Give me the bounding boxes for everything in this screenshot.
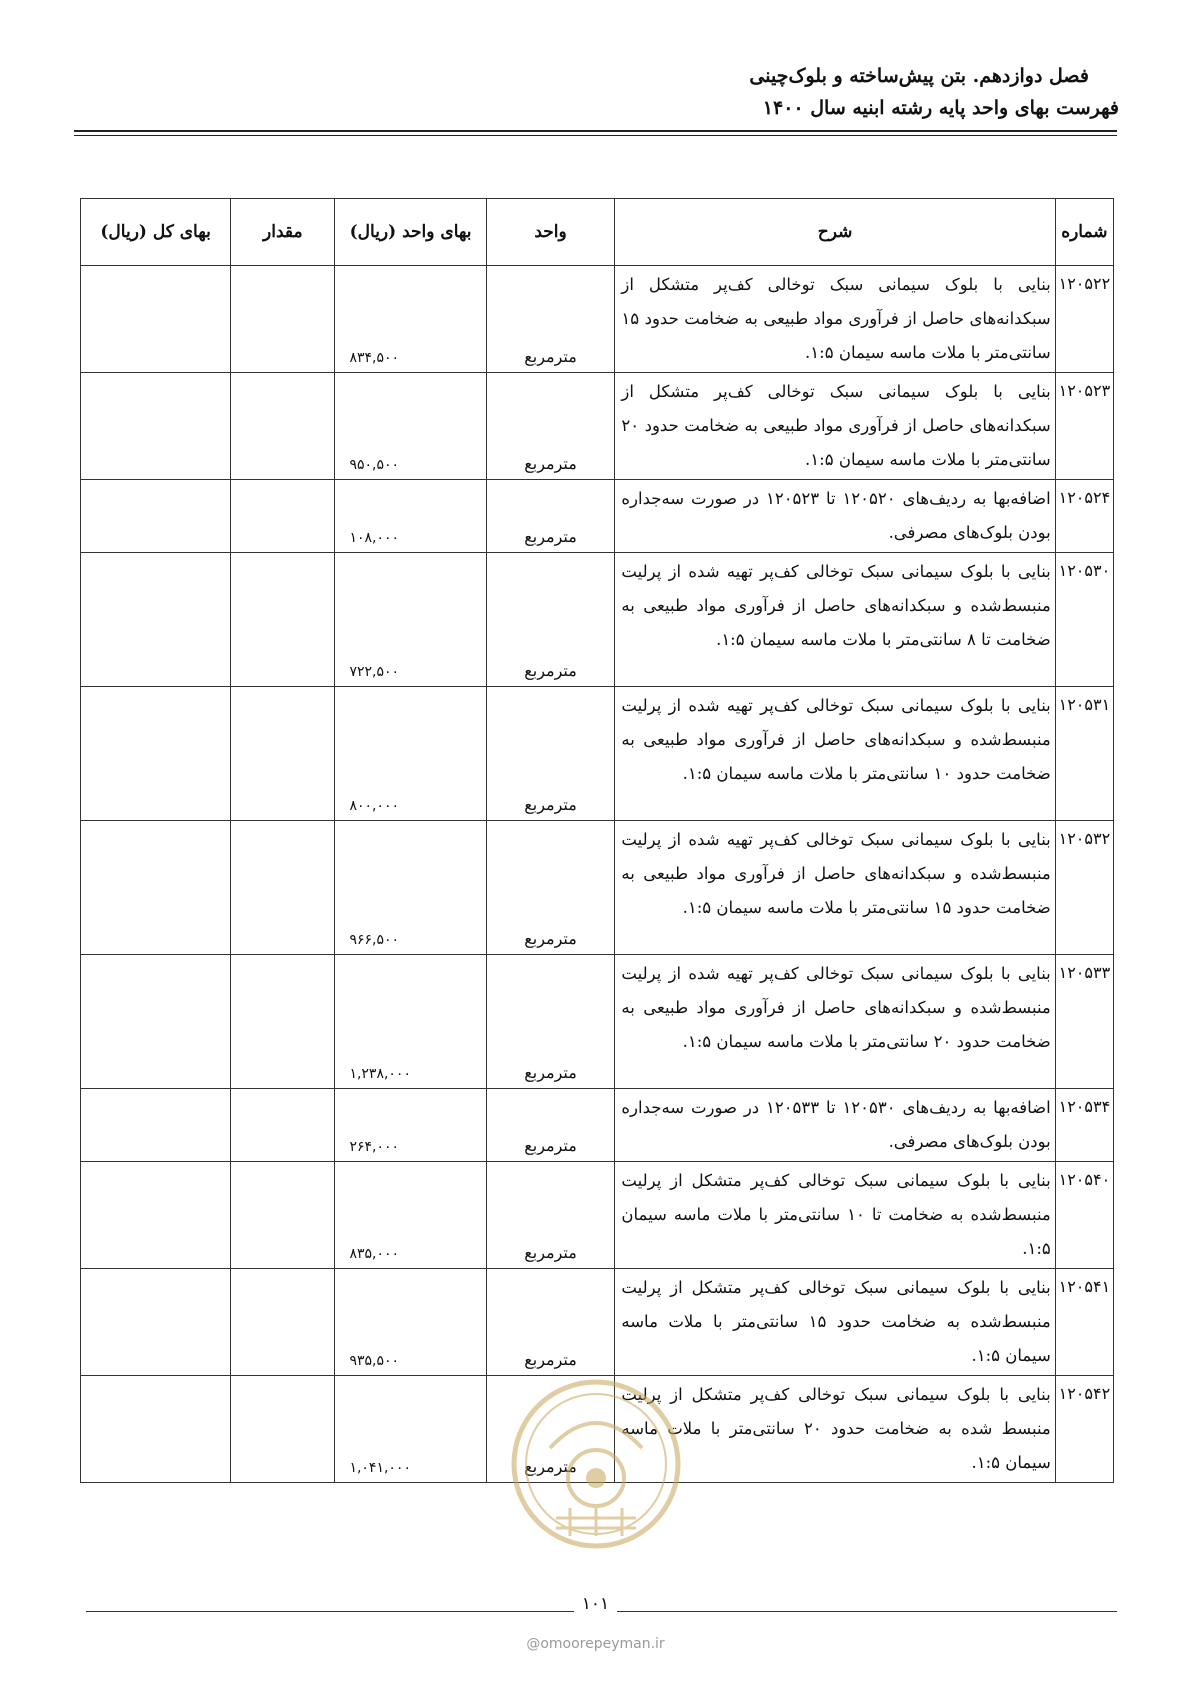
item-quantity bbox=[231, 373, 335, 480]
item-unit: مترمربع bbox=[486, 687, 615, 821]
item-description: بنایی با بلوک سیمانی سبک توخالی کف‌پر متشکل از سبکدانه‌های حاصل از فرآوری مواد طبیعی به ضخامت حدود ۲۰ سانتی‌متر با ملات ماسه سیمان ۱:۵. bbox=[615, 373, 1055, 480]
chapter-title: فصل دوازدهم. بتن پیش‌ساخته و بلوک‌چینی bbox=[749, 65, 1089, 87]
item-description: بنایی با بلوک سیمانی سبک توخالی کف‌پر تهیه شده از پرلیت منبسط‌شده و سبکدانه‌های حاصل از فرآوری مواد طبیعی به ضخامت حدود ۱۰ سانتی‌متر با ملات ماسه سیمان ۱:۵. bbox=[615, 687, 1055, 821]
item-number: ۱۲۰۵۳۲ bbox=[1055, 821, 1113, 955]
item-unit-price: ۲۶۴,۰۰۰ bbox=[335, 1089, 486, 1162]
item-number: ۱۲۰۵۳۰ bbox=[1055, 553, 1113, 687]
item-total-price bbox=[81, 373, 231, 480]
item-number: ۱۲۰۵۴۰ bbox=[1055, 1162, 1113, 1269]
item-unit: مترمربع bbox=[486, 955, 615, 1089]
col-unit-price: بهای واحد (ریال) bbox=[335, 199, 486, 266]
page-number: ۱۰۱ bbox=[574, 1594, 617, 1614]
price-list-title: فهرست بهای واحد پایه رشته ابنیه سال ۱۴۰۰ bbox=[762, 97, 1119, 119]
item-unit: مترمربع bbox=[486, 266, 615, 373]
item-description: بنایی با بلوک سیمانی سبک توخالی کف‌پر متشکل از پرلیت منبسط‌شده به ضخامت تا ۱۰ سانتی‌متر با ملات ماسه سیمان ۱:۵. bbox=[615, 1162, 1055, 1269]
item-total-price bbox=[81, 1269, 231, 1376]
item-unit-price: ۸۰۰,۰۰۰ bbox=[335, 687, 486, 821]
item-description: اضافه‌بها به ردیف‌های ۱۲۰۵۳۰ تا ۱۲۰۵۳۳ در صورت سه‌جداره بودن بلوک‌های مصرفی. bbox=[615, 1089, 1055, 1162]
item-unit-price: ۱,۲۳۸,۰۰۰ bbox=[335, 955, 486, 1089]
item-number: ۱۲۰۵۴۲ bbox=[1055, 1376, 1113, 1483]
item-total-price bbox=[81, 266, 231, 373]
item-quantity bbox=[231, 1162, 335, 1269]
item-quantity bbox=[231, 1376, 335, 1483]
watermark-handle: @omoorepeyman.ir bbox=[526, 1636, 665, 1652]
item-unit: مترمربع bbox=[486, 373, 615, 480]
item-unit: مترمربع bbox=[486, 1376, 615, 1483]
item-total-price bbox=[81, 480, 231, 553]
item-number: ۱۲۰۵۳۱ bbox=[1055, 687, 1113, 821]
item-unit: مترمربع bbox=[486, 821, 615, 955]
item-description: بنایی با بلوک سیمانی سبک توخالی کف‌پر تهیه شده از پرلیت منبسط‌شده و سبکدانه‌های حاصل از فرآوری مواد طبیعی به ضخامت حدود ۲۰ سانتی‌متر با ملات ماسه سیمان ۱:۵. bbox=[615, 955, 1055, 1089]
col-quantity: مقدار bbox=[231, 199, 335, 266]
item-total-price bbox=[81, 687, 231, 821]
item-unit-price: ۷۲۲,۵۰۰ bbox=[335, 553, 486, 687]
table-row bbox=[81, 821, 1114, 955]
item-unit-price: ۹۳۵,۵۰۰ bbox=[335, 1269, 486, 1376]
item-number: ۱۲۰۵۳۳ bbox=[1055, 955, 1113, 1089]
table-row bbox=[81, 266, 1114, 373]
item-total-price bbox=[81, 955, 231, 1089]
item-description: بنایی با بلوک سیمانی سبک توخالی کف‌پر متشکل از سبکدانه‌های حاصل از فرآوری مواد طبیعی به ضخامت حدود ۱۵ سانتی‌متر با ملات ماسه سیمان ۱:۵. bbox=[615, 266, 1055, 373]
table-row bbox=[81, 687, 1114, 821]
item-number: ۱۲۰۵۲۳ bbox=[1055, 373, 1113, 480]
item-quantity bbox=[231, 1269, 335, 1376]
table-row bbox=[81, 373, 1114, 480]
item-quantity bbox=[231, 955, 335, 1089]
item-description: اضافه‌بها به ردیف‌های ۱۲۰۵۲۰ تا ۱۲۰۵۲۳ در صورت سه‌جداره بودن بلوک‌های مصرفی. bbox=[615, 480, 1055, 553]
item-total-price bbox=[81, 1162, 231, 1269]
item-total-price bbox=[81, 553, 231, 687]
table-row bbox=[81, 1089, 1114, 1162]
item-unit-price: ۸۳۵,۰۰۰ bbox=[335, 1162, 486, 1269]
item-unit: مترمربع bbox=[486, 1269, 615, 1376]
item-unit-price: ۹۵۰,۵۰۰ bbox=[335, 373, 486, 480]
item-total-price bbox=[81, 821, 231, 955]
header-rule-thin bbox=[74, 135, 1117, 136]
header-rule bbox=[74, 130, 1117, 132]
item-quantity bbox=[231, 1089, 335, 1162]
item-number: ۱۲۰۵۴۱ bbox=[1055, 1269, 1113, 1376]
item-total-price bbox=[81, 1089, 231, 1162]
table-row bbox=[81, 480, 1114, 553]
item-unit-price: ۹۶۶,۵۰۰ bbox=[335, 821, 486, 955]
table-header-row bbox=[81, 199, 1114, 266]
item-quantity bbox=[231, 821, 335, 955]
item-total-price bbox=[81, 1376, 231, 1483]
table-row bbox=[81, 955, 1114, 1089]
item-quantity bbox=[231, 687, 335, 821]
item-unit: مترمربع bbox=[486, 1162, 615, 1269]
item-description: بنایی با بلوک سیمانی سبک توخالی کف‌پر متشکل از پرلیت منبسط شده به ضخامت حدود ۲۰ سانتی‌متر با ملات ماسه سیمان ۱:۵. bbox=[615, 1376, 1055, 1483]
col-total-price: بهای کل (ریال) bbox=[81, 199, 231, 266]
item-unit: مترمربع bbox=[486, 480, 615, 553]
item-quantity bbox=[231, 266, 335, 373]
col-unit: واحد bbox=[486, 199, 615, 266]
item-unit-price: ۱,۰۴۱,۰۰۰ bbox=[335, 1376, 486, 1483]
col-description: شرح bbox=[615, 199, 1055, 266]
price-table bbox=[80, 198, 1114, 1483]
item-number: ۱۲۰۵۲۲ bbox=[1055, 266, 1113, 373]
item-unit: مترمربع bbox=[486, 553, 615, 687]
item-unit: مترمربع bbox=[486, 1089, 615, 1162]
table-row bbox=[81, 1269, 1114, 1376]
item-quantity bbox=[231, 480, 335, 553]
page-header bbox=[749, 60, 1119, 124]
item-description: بنایی با بلوک سیمانی سبک توخالی کف‌پر تهیه شده از پرلیت منبسط‌شده و سبکدانه‌های حاصل از فرآوری مواد طبیعی به ضخامت تا ۸ سانتی‌متر با ملات ماسه سیمان ۱:۵. bbox=[615, 553, 1055, 687]
item-unit-price: ۸۳۴,۵۰۰ bbox=[335, 266, 486, 373]
item-number: ۱۲۰۵۲۴ bbox=[1055, 480, 1113, 553]
item-unit-price: ۱۰۸,۰۰۰ bbox=[335, 480, 486, 553]
table-row bbox=[81, 1162, 1114, 1269]
col-number: شماره bbox=[1055, 199, 1113, 266]
item-number: ۱۲۰۵۳۴ bbox=[1055, 1089, 1113, 1162]
item-description: بنایی با بلوک سیمانی سبک توخالی کف‌پر متشکل از پرلیت منبسط‌شده به ضخامت حدود ۱۵ سانتی‌متر با ملات ماسه سیمان ۱:۵. bbox=[615, 1269, 1055, 1376]
item-description: بنایی با بلوک سیمانی سبک توخالی کف‌پر تهیه شده از پرلیت منبسط‌شده و سبکدانه‌های حاصل از فرآوری مواد طبیعی به ضخامت حدود ۱۵ سانتی‌متر با ملات ماسه سیمان ۱:۵. bbox=[615, 821, 1055, 955]
item-quantity bbox=[231, 553, 335, 687]
table-row bbox=[81, 1376, 1114, 1483]
table-row bbox=[81, 553, 1114, 687]
